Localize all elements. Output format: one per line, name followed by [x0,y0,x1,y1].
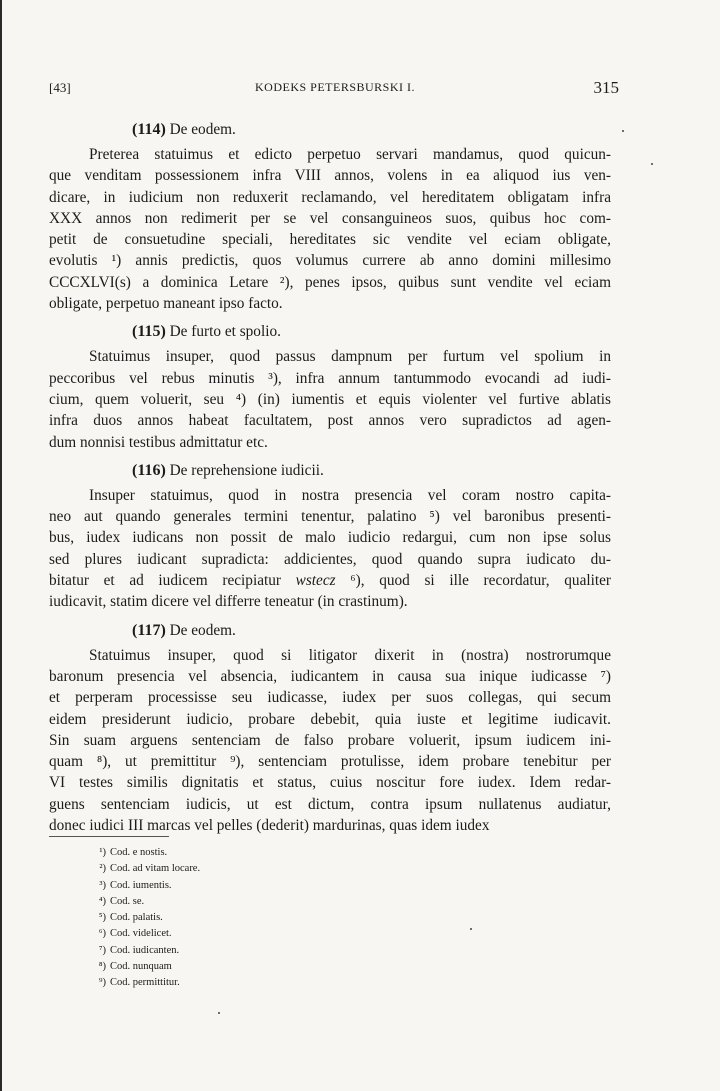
footnote-text: Cod. permittitur. [110,977,180,989]
footnote [88,845,200,861]
text-line: cium, quem voluerit, seu ⁴) (in) iumentis et equis violenter vel furtive ablatis [49,390,611,408]
section-paragraph [49,485,611,613]
footnote-marker: ⁴) [98,895,106,907]
text-line: dicare, in iudicium non reduxerit reclamando, vel hereditatem obligatam infra [49,188,611,206]
main-text [49,118,611,842]
footnote-marker: ³) [99,879,106,891]
text-line: donec iudici III marcas vel pelles (dederit) mardurinas, quas idem iudex [49,817,490,835]
footnote [88,975,200,991]
footnote-text: Cod. videlicet. [110,928,172,940]
section-title: De eodem. [169,121,236,138]
italic-word: wstecz [295,572,336,590]
text-line: baronum presencia vel absencia, iudicantem in causa sua inique iudicasse ⁷) [49,667,611,685]
text-line: petit de consuetudine speciali, hereditates sic vendite vel eciam obligate, [49,231,611,249]
footnote [88,926,200,942]
footnote [88,910,200,926]
section-paragraph [49,645,611,837]
section-title: De furto et spolio. [169,323,281,341]
footnote-marker: ⁶) [98,928,106,940]
footnote-marker: ⁸) [98,961,106,973]
text-line: sed plures iudicant supradicta: addicientes, quod quando supra iudicato du- [49,550,611,568]
header-title: KODEKS PETERSBURSKI I. [254,80,415,94]
text-line: que venditam possessionem infra VIII annos, volens in ea aliquod ius ven- [49,167,611,185]
footnote-marker: ⁹) [98,977,106,989]
footnote-marker: ²) [99,863,106,875]
text-line: peccoribus vel rebus minutis ³), infra annum tantummodo evocandi ad iudi- [49,369,611,387]
page-binding-edge [0,0,2,1091]
paper-speck [470,928,472,930]
text-line: quam ⁸), ut premittitur ⁹), sentenciam protulisse, idem probare tenebitur per [49,753,611,771]
text-line: evolutis ¹) annis predictis, quos volumus currere ab anno domini millesimo [49,252,611,270]
section-number: (116) [132,461,166,479]
section-heading [49,320,611,344]
text-line: bitatur et ad iudicem recipiatur wstecz ⁶), quod si ille recordatur, qualiter [49,572,612,590]
section-title: De reprehensione iudicii. [169,461,324,479]
section-number: (117) [132,621,166,639]
text-line: Sin suam arguens sentenciam de falso probare voluerit, ipsum iudicem ini- [49,731,611,749]
paper-speck [651,163,653,165]
paper-speck [218,1012,220,1014]
paper-speck [622,130,624,132]
section-paragraph [49,144,611,314]
footnote-text: Cod. e nostis. [110,847,168,858]
footnote [88,894,200,910]
page-number: 315 [593,78,619,97]
footnote [88,878,200,894]
text-line: Insuper statuimus, quod in nostra presencia vel coram nostro capita- [89,486,611,504]
text-line: et perperam processisse seu iudicasse, iudex per suos collegas, qui secum [49,689,611,707]
section-heading [49,118,611,142]
text-line: infra duos annos habeat facultatem, post annos vero supradictos ad agen- [49,412,611,430]
footnote-text: Cod. iudicanten. [110,944,180,956]
text-line: obligate, perpetuo maneant ipso facto. [49,295,283,313]
footnote-marker: ¹) [99,847,106,858]
text-line: dum nonnisi testibus admittatur etc. [49,433,268,451]
footnote-text: Cod. ad vitam locare. [110,863,201,875]
footnote-text: Cod. se. [110,895,145,907]
section-heading [49,619,611,643]
header-folio: [43] [49,80,71,95]
footnote-text: Cod. iumentis. [110,879,172,891]
footnote [88,943,200,959]
text-line: bus, iudex iudicans non possit de malo iudicio redargui, cum non ipse solus [49,529,611,547]
footnote-text: Cod. nunquam [110,961,172,973]
text-line: Preterea statuimus et edicto perpetuo servari mandamus, quod quicun- [89,146,611,163]
section-title: De eodem. [169,621,236,639]
section-paragraph [49,346,611,452]
section-number: (114) [132,121,166,138]
text-line: VI testes similis dignitatis et status, cuius noscitur fore iudex. Idem redar- [49,774,611,792]
text-line: eidem presiderunt iudicio, probare debebit, quia iuste et legitime iudicavit. [49,710,611,728]
text-line: guens sentenciam iudicis, ut est dictum, contra ipsum nullatenus audiatur, [49,795,611,813]
footnote-rule [49,836,169,837]
footnote-marker: ⁵) [98,912,106,924]
text-line: iudicavit, statim dicere vel differre teneatur (in crastinum). [49,593,408,611]
footnote-text: Cod. palatis. [110,912,163,924]
text-line: Statuimus insuper, quod passus dampnum per furtum vel spolium in [89,348,611,366]
text-line: neo aut quando generales termini tenentur, palatino ⁵) vel baronibus presenti- [49,508,611,526]
text-line: XXX annos non redimerit per se vel consanguineos suos, quibus hoc com- [49,209,611,227]
footnote [88,861,200,877]
footnote [88,959,200,975]
section-heading [49,459,611,483]
section-number: (115) [132,323,166,341]
footnote-marker: ⁷) [98,944,106,956]
running-header [49,78,621,100]
text-line: Statuimus insuper, quod si litigator dixerit in (nostra) nostrorumque [89,646,611,664]
text-line: CCCXLVI(s) a dominica Letare ²), penes ipsos, quibus sunt vendite vel eciam [49,273,611,291]
footnotes [88,845,200,992]
